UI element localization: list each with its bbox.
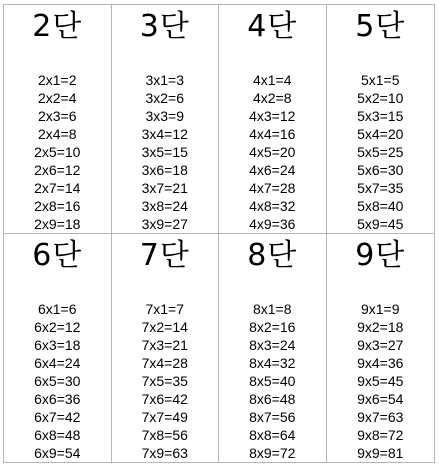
table-heading-6: 6단 bbox=[32, 237, 83, 273]
equation-line: 3x5=15 bbox=[141, 144, 188, 160]
equation-line: 5x7=35 bbox=[357, 180, 404, 196]
equation-line: 2x9=18 bbox=[34, 216, 81, 232]
equation-line: 8x4=32 bbox=[249, 354, 296, 371]
table-heading-5: 5단 bbox=[355, 9, 406, 44]
equation-line: 7x5=35 bbox=[141, 372, 188, 389]
equation-line: 9x4=36 bbox=[357, 354, 404, 371]
equation-line: 7x8=56 bbox=[141, 426, 188, 443]
equation-list-5 bbox=[327, 71, 435, 233]
equation-line: 9x7=63 bbox=[357, 408, 404, 425]
equation-line: 7x6=42 bbox=[141, 390, 188, 407]
equation-line: 2x1=2 bbox=[37, 72, 77, 88]
equation-line: 9x8=72 bbox=[357, 426, 404, 443]
equation-list-4 bbox=[219, 71, 326, 233]
table-heading-7: 7단 bbox=[139, 237, 190, 273]
equation-line: 3x9=27 bbox=[141, 216, 188, 232]
equation-list-9 bbox=[327, 300, 435, 462]
equation-line: 9x2=18 bbox=[357, 318, 404, 335]
table-cell-7 bbox=[112, 234, 220, 463]
equation-line: 8x1=8 bbox=[252, 300, 292, 317]
table-cell-6 bbox=[4, 234, 112, 463]
equation-line: 8x7=56 bbox=[249, 408, 296, 425]
equation-line: 7x3=21 bbox=[141, 336, 188, 353]
equation-line: 6x9=54 bbox=[34, 444, 81, 461]
equation-list-8 bbox=[219, 300, 326, 462]
equation-line: 2x7=14 bbox=[34, 180, 81, 196]
equation-line: 7x4=28 bbox=[141, 354, 188, 371]
equation-line: 5x1=5 bbox=[360, 72, 400, 88]
table-cell-4 bbox=[219, 5, 327, 234]
table-heading-4: 4단 bbox=[247, 9, 298, 44]
equation-line: 5x9=45 bbox=[357, 216, 404, 232]
equation-line: 2x3=6 bbox=[37, 108, 77, 124]
equation-line: 4x9=36 bbox=[249, 216, 296, 232]
equation-line: 5x6=30 bbox=[357, 162, 404, 178]
equation-line: 4x1=4 bbox=[252, 72, 292, 88]
table-cell-8 bbox=[219, 234, 327, 463]
equation-line: 2x5=10 bbox=[34, 144, 81, 160]
equation-line: 6x4=24 bbox=[34, 354, 81, 371]
equation-line: 5x3=15 bbox=[357, 108, 404, 124]
equation-line: 3x4=12 bbox=[141, 126, 188, 142]
equation-line: 3x2=6 bbox=[145, 90, 185, 106]
equation-line: 4x7=28 bbox=[249, 180, 296, 196]
table-heading-9: 9단 bbox=[355, 237, 406, 273]
equation-line: 8x2=16 bbox=[249, 318, 296, 335]
equation-line: 4x4=16 bbox=[249, 126, 296, 142]
equation-line: 2x2=4 bbox=[37, 90, 77, 106]
equation-line: 5x2=10 bbox=[357, 90, 404, 106]
equation-line: 9x5=45 bbox=[357, 372, 404, 389]
table-cell-2 bbox=[4, 5, 112, 234]
equation-line: 3x1=3 bbox=[145, 72, 185, 88]
equation-line: 6x1=6 bbox=[37, 300, 77, 317]
equation-line: 4x2=8 bbox=[252, 90, 292, 106]
equation-line: 8x9=72 bbox=[249, 444, 296, 461]
equation-line: 5x4=20 bbox=[357, 126, 404, 142]
equation-line: 4x6=24 bbox=[249, 162, 296, 178]
equation-line: 6x3=18 bbox=[34, 336, 81, 353]
table-cell-3 bbox=[112, 5, 220, 234]
table-heading-8: 8단 bbox=[247, 237, 298, 273]
multiplication-table-grid bbox=[3, 4, 435, 463]
equation-line: 7x1=7 bbox=[145, 300, 185, 317]
equation-list-3 bbox=[112, 71, 219, 233]
equation-line: 5x8=40 bbox=[357, 198, 404, 214]
table-heading-3: 3단 bbox=[139, 9, 190, 44]
equation-line: 9x6=54 bbox=[357, 390, 404, 407]
equation-line: 8x5=40 bbox=[249, 372, 296, 389]
equation-line: 7x9=63 bbox=[141, 444, 188, 461]
equation-line: 7x2=14 bbox=[141, 318, 188, 335]
equation-line: 9x1=9 bbox=[360, 300, 400, 317]
equation-line: 4x8=32 bbox=[249, 198, 296, 214]
equation-line: 8x6=48 bbox=[249, 390, 296, 407]
equation-line: 6x5=30 bbox=[34, 372, 81, 389]
equation-line: 3x3=9 bbox=[145, 108, 185, 124]
equation-list-2 bbox=[4, 71, 111, 233]
equation-line: 3x8=24 bbox=[141, 198, 188, 214]
equation-line: 6x8=48 bbox=[34, 426, 81, 443]
table-heading-2: 2단 bbox=[32, 9, 83, 44]
table-cell-5 bbox=[327, 5, 435, 234]
equation-line: 4x5=20 bbox=[249, 144, 296, 160]
equation-line: 6x7=42 bbox=[34, 408, 81, 425]
equation-line: 8x3=24 bbox=[249, 336, 296, 353]
equation-line: 4x3=12 bbox=[249, 108, 296, 124]
table-cell-9 bbox=[327, 234, 435, 463]
equation-line: 2x8=16 bbox=[34, 198, 81, 214]
equation-line: 9x3=27 bbox=[357, 336, 404, 353]
equation-line: 2x4=8 bbox=[37, 126, 77, 142]
equation-line: 6x6=36 bbox=[34, 390, 81, 407]
equation-line: 6x2=12 bbox=[34, 318, 81, 335]
equation-line: 8x8=64 bbox=[249, 426, 296, 443]
equation-line: 2x6=12 bbox=[34, 162, 81, 178]
equation-line: 3x7=21 bbox=[141, 180, 188, 196]
equation-line: 5x5=25 bbox=[357, 144, 404, 160]
equation-line: 3x6=18 bbox=[141, 162, 188, 178]
equation-line: 7x7=49 bbox=[141, 408, 188, 425]
equation-list-7 bbox=[112, 300, 219, 462]
equation-list-6 bbox=[4, 300, 111, 462]
equation-line: 9x9=81 bbox=[357, 444, 404, 461]
